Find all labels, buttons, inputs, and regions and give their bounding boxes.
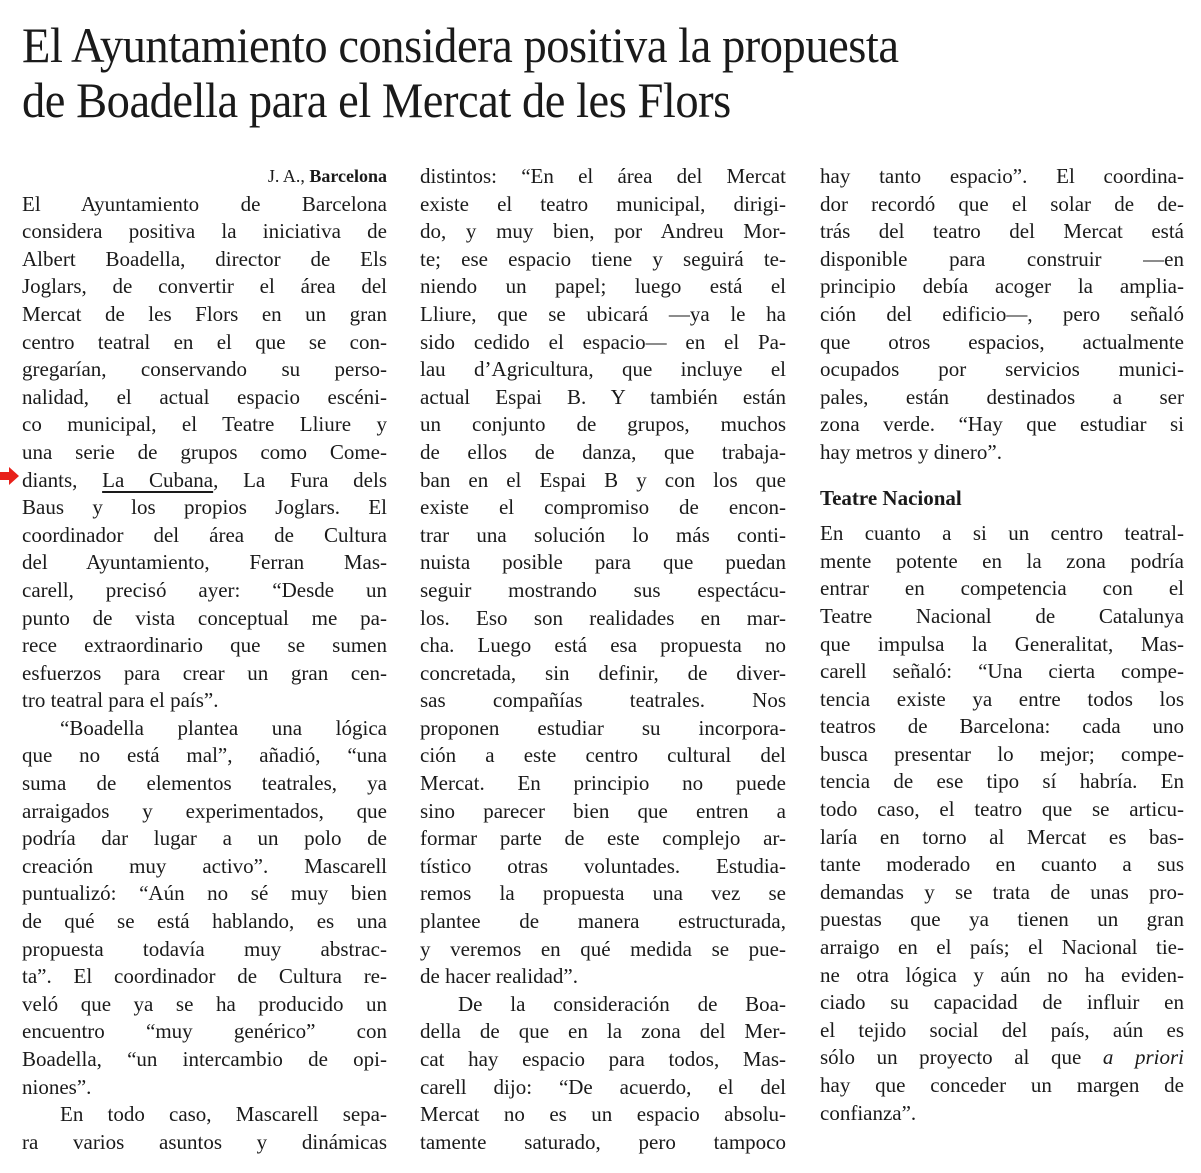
text-line: Lliure, que se ubicará —ya le ha — [420, 301, 786, 326]
text-line: Mercat no es un espacio absolu- — [420, 1102, 786, 1127]
text-line: laría en torno al Mercat es bas- — [820, 824, 1184, 849]
article-column-3 — [820, 163, 1184, 1127]
text-line: hay que conceder un margen de — [820, 1073, 1184, 1097]
text-span: , La Fura dels — [213, 467, 387, 492]
text-line: centro teatral en el que se con- — [22, 329, 387, 354]
text-line: De la consideración de Boa- — [458, 991, 786, 1016]
byline-author: J. A., — [267, 166, 305, 186]
text-line: y veremos en qué medida se pue- — [420, 936, 786, 961]
text-line: de ellos de danza, que trabaja- — [420, 439, 786, 464]
underlined-la-cubana: La Cubana — [102, 467, 214, 492]
text-line: punto de vista conceptual me pa- — [22, 605, 387, 630]
text-line: considera positiva la iniciativa de — [22, 219, 387, 244]
text-line: tencia existe ya entre todos los — [820, 686, 1184, 711]
text-line: remos la propuesta una vez se — [420, 881, 786, 906]
text-line: do, y muy bien, por Andreu Mor- — [420, 219, 786, 244]
text-line: En todo caso, Mascarell sepa- — [60, 1102, 387, 1127]
headline-line-1: El Ayuntamiento considera positiva la propuesta — [22, 17, 899, 73]
text-line: ciado su capacidad de influir en — [820, 990, 1184, 1015]
text-line: plantee de manera estructurada, — [420, 909, 786, 934]
text-line: tante moderado en cuanto a sus — [820, 852, 1184, 877]
text-line: della de que en la zona del Mer- — [420, 1019, 786, 1044]
text-line: Mercat de les Flors en un gran — [22, 301, 387, 326]
text-line: hay tanto espacio”. El coordina- — [820, 164, 1184, 188]
text-line: mente potente en la zona podría — [820, 548, 1184, 573]
article-column-1 — [22, 163, 387, 1156]
text-line: coordinador del área de Cultura — [22, 522, 387, 547]
text-line: lau d’Agricultura, que incluye el — [420, 357, 786, 382]
text-line: trás del teatro del Mercat está — [820, 219, 1184, 244]
text-line: los. Eso son realidades en mar- — [420, 605, 786, 630]
text-line: co municipal, el Teatre Lliure y — [22, 412, 387, 437]
text-line: concretada, sin definir, de diver- — [420, 660, 786, 685]
marked-line — [22, 467, 387, 495]
text-line: carell dijo: “De acuerdo, el del — [420, 1074, 786, 1099]
text-line: cha. Luego está esa propuesta no — [420, 633, 786, 658]
text-line: propuesta todavía muy abstrac- — [22, 936, 387, 961]
text-line: suma de elementos teatrales, ya — [22, 771, 387, 796]
text-line: “Boadella plantea una lógica — [60, 715, 387, 740]
text-line: principio debía acoger la amplia- — [820, 274, 1184, 299]
text-line: formar parte de este complejo ar- — [420, 826, 786, 851]
text-line: disponible para construir —en — [820, 246, 1184, 271]
text-line: zona verde. “Hay que estudiar si — [820, 412, 1184, 437]
text-line: ción del edificio—, pero señaló — [820, 301, 1184, 326]
text-line: existe el compromiso de encon- — [420, 495, 786, 520]
text-line: nalidad, el actual espacio escéni- — [22, 384, 387, 409]
text-line: ban en el Espai B y con los que — [420, 467, 786, 492]
article-column-2 — [420, 163, 786, 1156]
text-line: veló que ya se ha producido un — [22, 991, 387, 1016]
text-line: podría dar lugar a un polo de — [22, 826, 387, 851]
text-line: que otros espacios, actualmente — [820, 329, 1184, 354]
text-line: ción a este centro cultural del — [420, 743, 786, 768]
text-line: creación muy activo”. Mascarell — [22, 853, 387, 878]
text-line: sino parecer bien que entren a — [420, 798, 786, 823]
text-line: gregarían, conservando su perso- — [22, 357, 387, 382]
headline — [22, 18, 1110, 128]
text-line: trar una solución lo más conti- — [420, 522, 786, 547]
text-line: tencia de ese tipo sí habría. En — [820, 769, 1184, 794]
text-line: de hacer realidad”. — [420, 964, 578, 989]
text-line: esfuerzos para crear un gran cen- — [22, 660, 387, 685]
text-line: Teatre Nacional de Catalunya — [820, 603, 1184, 628]
text-line: sido cedido el espacio— en el Pa- — [420, 329, 786, 354]
text-line: demandas y se trata de unas pro- — [820, 879, 1184, 904]
text-line: el tejido social del país, aún es — [820, 1017, 1184, 1042]
text-line: busca presentar lo mejor; compe- — [820, 741, 1184, 766]
text-line: ra varios asuntos y dinámicas — [22, 1129, 387, 1154]
text-line: arraigados y experimentados, que — [22, 798, 387, 823]
text-line: te; ese espacio tiene y seguirá te- — [420, 246, 786, 271]
text-line: Baus y los propios Joglars. El — [22, 495, 387, 520]
text-line: nuista posible para que puedan — [420, 550, 786, 575]
text-line: tístico otras voluntades. Estudia- — [420, 853, 786, 878]
text-line: proponen estudiar su incorpora- — [420, 715, 786, 740]
text-line: Albert Boadella, director de Els — [22, 246, 387, 271]
text-line: confianza”. — [820, 1100, 917, 1125]
text-line: Mercat. En principio no puede — [420, 771, 786, 796]
byline — [22, 163, 387, 191]
text-line: tro teatral para el país”. — [22, 688, 219, 713]
text-line: del Ayuntamiento, Ferran Mas- — [22, 550, 387, 575]
text-line: arraigo en el país; el Nacional tie- — [820, 935, 1184, 960]
text-line: En cuanto a si un centro teatral- — [820, 521, 1184, 546]
text-line: entrar en competencia con el — [820, 576, 1184, 601]
text-line: puntualizó: “Aún no sé muy bien — [22, 881, 387, 906]
text-line: distintos: “En el área del Mercat — [420, 164, 786, 188]
text-line: Boadella, “un intercambio de opi- — [22, 1047, 387, 1071]
text-line: pales, están destinados a ser — [820, 384, 1184, 409]
text-line: tamente saturado, pero tampoco — [420, 1129, 786, 1154]
text-line: existe el teatro municipal, dirigi- — [420, 191, 786, 216]
italic-a-priori: a priori — [1102, 1045, 1185, 1070]
text-line: una serie de grupos como Come- — [22, 439, 387, 464]
text-line: todo caso, el teatro que se articu- — [820, 797, 1184, 822]
text-line: niendo un papel; luego está el — [420, 274, 786, 299]
headline-line-2: de Boadella para el Mercat de les Flors — [22, 72, 731, 128]
text-span: diants, — [22, 467, 103, 492]
text-line: sas compañías teatrales. Nos — [420, 688, 786, 713]
text-line: que no está mal”, añadió, “una — [22, 743, 387, 768]
byline-place: Barcelona — [309, 166, 387, 186]
text-line: El Ayuntamiento de Barcelona — [22, 191, 387, 216]
text-line: Joglars, de convertir el área del — [22, 274, 387, 299]
text-line: de qué se está hablando, es una — [22, 909, 387, 934]
text-line: rece extraordinario que se sumen — [22, 633, 387, 658]
text-line: un conjunto de grupos, muchos — [420, 412, 786, 437]
text-line: ne otra lógica y aún no ha eviden- — [820, 962, 1184, 987]
text-line: teatros de Barcelona: cada uno — [820, 714, 1184, 739]
text-line: puestas que ya tienen un gran — [820, 907, 1184, 932]
text-line: actual Espai B. Y también están — [420, 384, 786, 409]
text-line: carell, precisó ayer: “Desde un — [22, 577, 387, 602]
text-line: cat hay espacio para todos, Mas- — [420, 1047, 786, 1071]
text-line: carell señaló: “Una cierta compe- — [820, 659, 1184, 684]
text-line: seguir mostrando sus espectácu- — [420, 577, 786, 602]
text-line: dor recordó que el solar de de- — [820, 191, 1184, 216]
red-arrow-icon — [0, 466, 20, 486]
text-line: que impulsa la Generalitat, Mas- — [820, 631, 1184, 656]
text-line: ocupados por servicios munici- — [820, 357, 1184, 382]
text-line: encuentro “muy genérico” con — [22, 1019, 387, 1044]
italic-line — [820, 1044, 1184, 1072]
text-line: niones”. — [22, 1074, 92, 1099]
text-line: ta”. El coordinador de Cultura re- — [22, 964, 387, 989]
subheading: Teatre Nacional — [820, 485, 962, 510]
text-span: sólo un proyecto al que — [820, 1045, 1103, 1070]
text-line: hay metros y dinero”. — [820, 439, 1002, 464]
